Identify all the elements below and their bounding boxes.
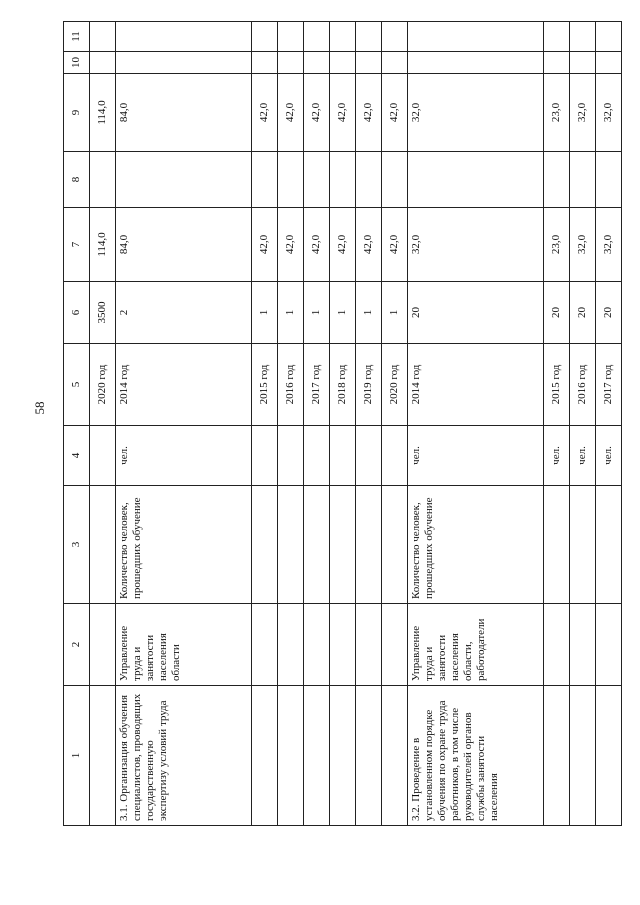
table-row [356,22,382,826]
table-cell-4 [252,426,278,486]
table-cell-8 [90,152,116,208]
table-cell-1 [90,686,116,826]
table-cell-9: 42,0 [356,74,382,152]
table-cell-1 [252,686,278,826]
table-cell-6: 1 [356,282,382,344]
table-cell-4 [90,426,116,486]
table-cell-1: 3.2. Проведение в установленном порядке обучения по охране труда работников, в том числе руководителей органов службы занятости населения [408,686,544,826]
table-cell-1 [544,686,570,826]
table-row [596,22,622,826]
header-cell: 7 [64,208,90,282]
table-cell-7: 114,0 [90,208,116,282]
table-cell-3 [330,486,356,604]
table-cell-7: 32,0 [570,208,596,282]
table-cell-11 [544,22,570,52]
table-cell-6: 3500 [90,282,116,344]
table-cell-2 [330,604,356,686]
table-cell-4: чел. [116,426,252,486]
table-cell-1 [356,686,382,826]
table-cell-7: 42,0 [304,208,330,282]
table-cell-3 [278,486,304,604]
table-cell-6: 1 [304,282,330,344]
table-cell-2: Управление труда и занятости населения области, работодатели [408,604,544,686]
table-cell-11 [90,22,116,52]
table-cell-8 [278,152,304,208]
table-cell-11 [356,22,382,52]
table-cell-2 [544,604,570,686]
table-cell-10 [278,52,304,74]
table-cell-8 [356,152,382,208]
table-cell-2 [90,604,116,686]
table-cell-11 [408,22,544,52]
table-cell-8 [304,152,330,208]
table-cell-6: 20 [544,282,570,344]
table-cell-11 [252,22,278,52]
table-cell-4: чел. [544,426,570,486]
table-cell-9: 32,0 [408,74,544,152]
table-cell-11 [330,22,356,52]
table-cell-9: 42,0 [330,74,356,152]
table-cell-7: 42,0 [356,208,382,282]
table-cell-5: 2014 год [116,344,252,426]
table-cell-10 [252,52,278,74]
table-cell-6: 1 [278,282,304,344]
table-row [278,22,304,826]
table-cell-5: 2020 год [382,344,408,426]
header-cell: 1 [64,686,90,826]
table-cell-3 [356,486,382,604]
table-row [116,22,252,826]
table-cell-7: 32,0 [408,208,544,282]
table-cell-6: 20 [570,282,596,344]
table-cell-10 [356,52,382,74]
table-cell-1 [304,686,330,826]
table-cell-2 [570,604,596,686]
table-cell-7: 23,0 [544,208,570,282]
table-cell-1 [570,686,596,826]
table-cell-11 [278,22,304,52]
header-row [64,22,90,826]
table-cell-5: 2019 год [356,344,382,426]
header-cell: 6 [64,282,90,344]
table-cell-5: 2017 год [596,344,622,426]
table-cell-2 [278,604,304,686]
table-cell-5: 2014 год [408,344,544,426]
table-cell-8 [596,152,622,208]
table-cell-3 [382,486,408,604]
header-cell: 3 [64,486,90,604]
header-cell: 11 [64,22,90,52]
table-cell-11 [382,22,408,52]
table-cell-10 [408,52,544,74]
table-cell-7: 42,0 [382,208,408,282]
header-cell: 10 [64,52,90,74]
table-cell-5: 2016 год [278,344,304,426]
table-cell-10 [596,52,622,74]
table-cell-5: 2020 год [90,344,116,426]
table-cell-10 [570,52,596,74]
table-cell-1 [382,686,408,826]
table-cell-10 [116,52,252,74]
table-cell-9: 42,0 [382,74,408,152]
table-cell-5: 2018 год [330,344,356,426]
table-row [382,22,408,826]
table-cell-3 [90,486,116,604]
table-cell-3 [544,486,570,604]
table-cell-10 [90,52,116,74]
table-row [544,22,570,826]
table-cell-2 [356,604,382,686]
table-cell-3 [596,486,622,604]
table-cell-11 [596,22,622,52]
table-cell-4 [304,426,330,486]
header-cell: 8 [64,152,90,208]
table-cell-9: 42,0 [304,74,330,152]
table-cell-5: 2016 год [570,344,596,426]
table-cell-9: 23,0 [544,74,570,152]
program-table [63,21,622,826]
table-cell-11 [116,22,252,52]
table-cell-10 [544,52,570,74]
table-cell-4: чел. [570,426,596,486]
table-cell-9: 32,0 [596,74,622,152]
table-cell-4 [382,426,408,486]
table-cell-6: 1 [252,282,278,344]
table-cell-5: 2015 год [252,344,278,426]
table-cell-10 [330,52,356,74]
table-cell-9: 114,0 [90,74,116,152]
table-cell-2 [382,604,408,686]
table-cell-7: 32,0 [596,208,622,282]
table-cell-3 [304,486,330,604]
table-cell-11 [570,22,596,52]
header-cell: 9 [64,74,90,152]
table-cell-7: 42,0 [330,208,356,282]
table-cell-8 [570,152,596,208]
table-cell-1: 3.1. Организация обучения специалистов, проводящих государственную экспертизу условий труда [116,686,252,826]
table-cell-7: 42,0 [252,208,278,282]
table-cell-4 [278,426,304,486]
table-row [330,22,356,826]
table-cell-3: Количество человек, прошедших обучение [408,486,544,604]
table-cell-8 [408,152,544,208]
table-cell-4 [330,426,356,486]
table-cell-1 [330,686,356,826]
header-cell: 5 [64,344,90,426]
table-cell-2 [596,604,622,686]
table-cell-2 [304,604,330,686]
table-cell-3 [570,486,596,604]
table-cell-6: 20 [596,282,622,344]
table-cell-5: 2017 год [304,344,330,426]
table-cell-11 [304,22,330,52]
header-cell: 4 [64,426,90,486]
table-cell-8 [252,152,278,208]
table-cell-3: Количество человек, прошедших обучение [116,486,252,604]
table-cell-4: чел. [596,426,622,486]
table-cell-8 [544,152,570,208]
table-row [570,22,596,826]
table-cell-6: 2 [116,282,252,344]
table-cell-8 [116,152,252,208]
table-cell-6: 20 [408,282,544,344]
table-cell-1 [596,686,622,826]
table-cell-5: 2015 год [544,344,570,426]
table-cell-8 [382,152,408,208]
table-cell-6: 1 [382,282,408,344]
table-row [408,22,544,826]
table-cell-2 [252,604,278,686]
table-row [304,22,330,826]
table-cell-4: чел. [408,426,544,486]
table-cell-7: 84,0 [116,208,252,282]
table-cell-4 [356,426,382,486]
page-number: 58 [32,401,47,415]
table-cell-6: 1 [330,282,356,344]
table-cell-7: 42,0 [278,208,304,282]
table-cell-9: 32,0 [570,74,596,152]
table-row [90,22,116,826]
table-cell-10 [304,52,330,74]
table-cell-9: 42,0 [252,74,278,152]
table-row [252,22,278,826]
table-cell-10 [382,52,408,74]
table-cell-2: Управление труда и занятости населения области [116,604,252,686]
table-cell-1 [278,686,304,826]
table-cell-3 [252,486,278,604]
table-cell-9: 84,0 [116,74,252,152]
rotated-table-container [63,22,614,826]
table-cell-8 [330,152,356,208]
header-cell: 2 [64,604,90,686]
table-cell-9: 42,0 [278,74,304,152]
